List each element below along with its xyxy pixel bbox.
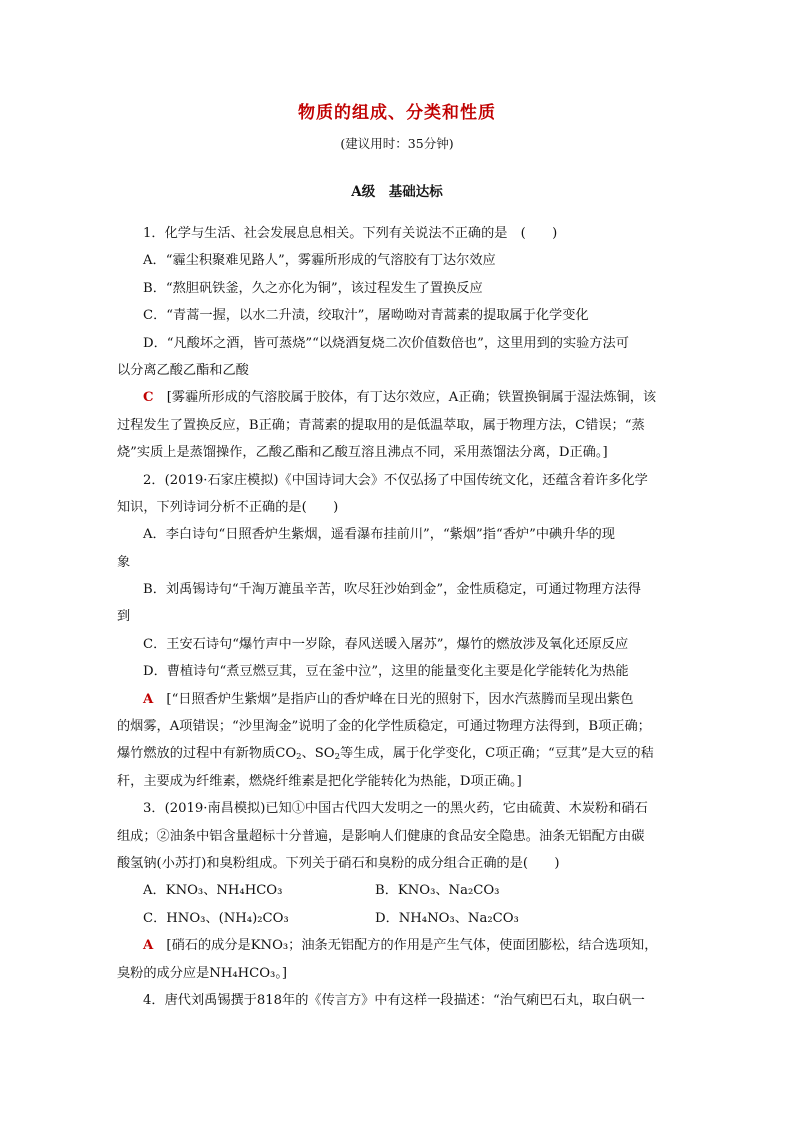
q2-explanation-3 [117, 740, 679, 767]
q2-answer [117, 686, 679, 713]
subscript: 2 [296, 752, 302, 763]
q2-explanation: [“日照香炉生紫烟”是指庐山的香炉峰在日光的照射下，因水汽蒸腾而呈现出紫色 [166, 691, 634, 707]
q3-stem-cont-2: 酸氢钠(小苏打)和臭粉组成。下列关于硝石和臭粉的成分组合正确的是( ) [117, 855, 560, 871]
text-part: 爆竹燃放的过程中有新物质CO [117, 746, 297, 762]
q3-explanation: [硝石的成分是KNO₃；油条无铝配方的作用是产生气体，使面团膨松，结合选项知， [166, 938, 658, 954]
q2-option-a: A．李白诗句“日照香炉生紫烟，遥看瀑布挂前川”，“紫烟”指“香炉”中碘升华的现 [143, 527, 615, 543]
q2-explanation-2: 的烟雾，A项错误；“沙里淘金”说明了金的化学性质稳定，可通过物理方法得到，B项正确； [117, 719, 651, 735]
answer-letter: A [143, 938, 154, 954]
suggested-time: (建议用时：35分钟) [340, 136, 454, 151]
q1-option-b: B．“熬胆矾铁釜，久之亦化为铜”，该过程发生了置换反应 [143, 280, 483, 296]
q3-option-c: C．HNO₃、(NH₄)₂CO₃ [143, 910, 289, 926]
question-body [117, 220, 679, 1014]
q2-stem: 2．(2019·石家庄模拟)《中国诗词大会》不仅弘扬了中国传统文化，还蕴含着许多化学 [143, 472, 648, 488]
q3-explanation-2: 臭粉的成分应是NH₄HCO₃。] [117, 965, 288, 981]
q2-option-a-cont: 象 [117, 554, 131, 570]
q2-explanation-4: 秆，主要成为纤维素，燃烧纤维素是把化学能转化为热能，D项正确。] [117, 773, 522, 789]
q1-option-c: C．“青蒿一握，以水二升渍，绞取汁”，屠呦呦对青蒿素的提取属于化学变化 [143, 308, 589, 324]
q1-answer [117, 384, 679, 411]
q1-explanation: [雾霾所形成的气溶胶属于胶体，有丁达尔效应，A正确；铁置换铜属于湿法炼铜，该 [166, 390, 657, 406]
q3-options-row-1 [117, 877, 679, 904]
subscript: 2 [334, 752, 341, 763]
q1-explanation-3: 烧”实质上是蒸馏操作，乙酸乙酯和乙酸互溶且沸点不同，采用蒸馏法分离，D正确。] [117, 445, 608, 461]
q3-option-b: B．KNO₃、Na₂CO₃ [375, 883, 500, 899]
q1-explanation-2: 过程发生了置换反应，B正确；青蒿素的提取用的是低温萃取，属于物理方法，C错误；“蒸 [117, 417, 645, 433]
q3-stem-cont: 组成；②油条中铝含量超标十分普遍，是影响人们健康的食品安全隐患。油条无铝配方由碳 [117, 828, 645, 844]
text-part: 等生成，属于化学变化，C项正确；“豆萁”是大豆的秸 [340, 746, 654, 762]
answer-letter: C [143, 390, 154, 406]
q1-option-d: D．“凡酸坏之酒，皆可蒸烧”“以烧酒复烧二次价值数倍也”，这里用到的实验方法可 [143, 335, 629, 351]
q3-options-row-2 [117, 905, 679, 932]
q3-option-a: A．KNO₃、NH₄HCO₃ [143, 883, 283, 899]
section-heading: A级 基础达标 [351, 184, 443, 200]
q1-stem: 1．化学与生活、社会发展息息相关。下列有关说法不正确的是 ( ) [143, 226, 558, 241]
q2-option-b: B．刘禹锡诗句“千淘万漉虽辛苦，吹尽狂沙始到金”，金性质稳定，可通过物理方法得 [143, 582, 641, 598]
text-part: 、SO [301, 746, 335, 762]
q2-option-d: D．曹植诗句“煮豆燃豆萁，豆在釜中泣”，这里的能量变化主要是化学能转化为热能 [143, 664, 629, 680]
q2-option-c: C．王安石诗句“爆竹声中一岁除，春风送暖入屠苏”，爆竹的燃放涉及氧化还原反应 [143, 636, 629, 652]
q1-option-a: A．“霾尘积聚难见路人”，雾霾所形成的气溶胶有丁达尔效应 [143, 253, 496, 269]
q3-answer [117, 932, 679, 959]
q4-stem: 4．唐代刘禹锡撰于818年的《传言方》中有这样一段描述：“治气痢巴石丸，取白矾一 [143, 992, 645, 1008]
q1-option-d-cont: 以分离乙酸乙酯和乙酸 [117, 362, 249, 378]
answer-letter: A [143, 691, 154, 707]
q3-stem: 3．(2019·南昌模拟)已知①中国古代四大发明之一的黑火药，它由硫黄、木炭粉和硝石 [143, 801, 648, 817]
q2-stem-cont: 知识，下列诗词分析不正确的是( ) [117, 499, 339, 515]
q2-option-b-cont: 到 [117, 609, 131, 625]
q3-option-d: D．NH₄NO₃、Na₂CO₃ [375, 910, 519, 926]
page-title: 物质的组成、分类和性质 [298, 103, 496, 123]
